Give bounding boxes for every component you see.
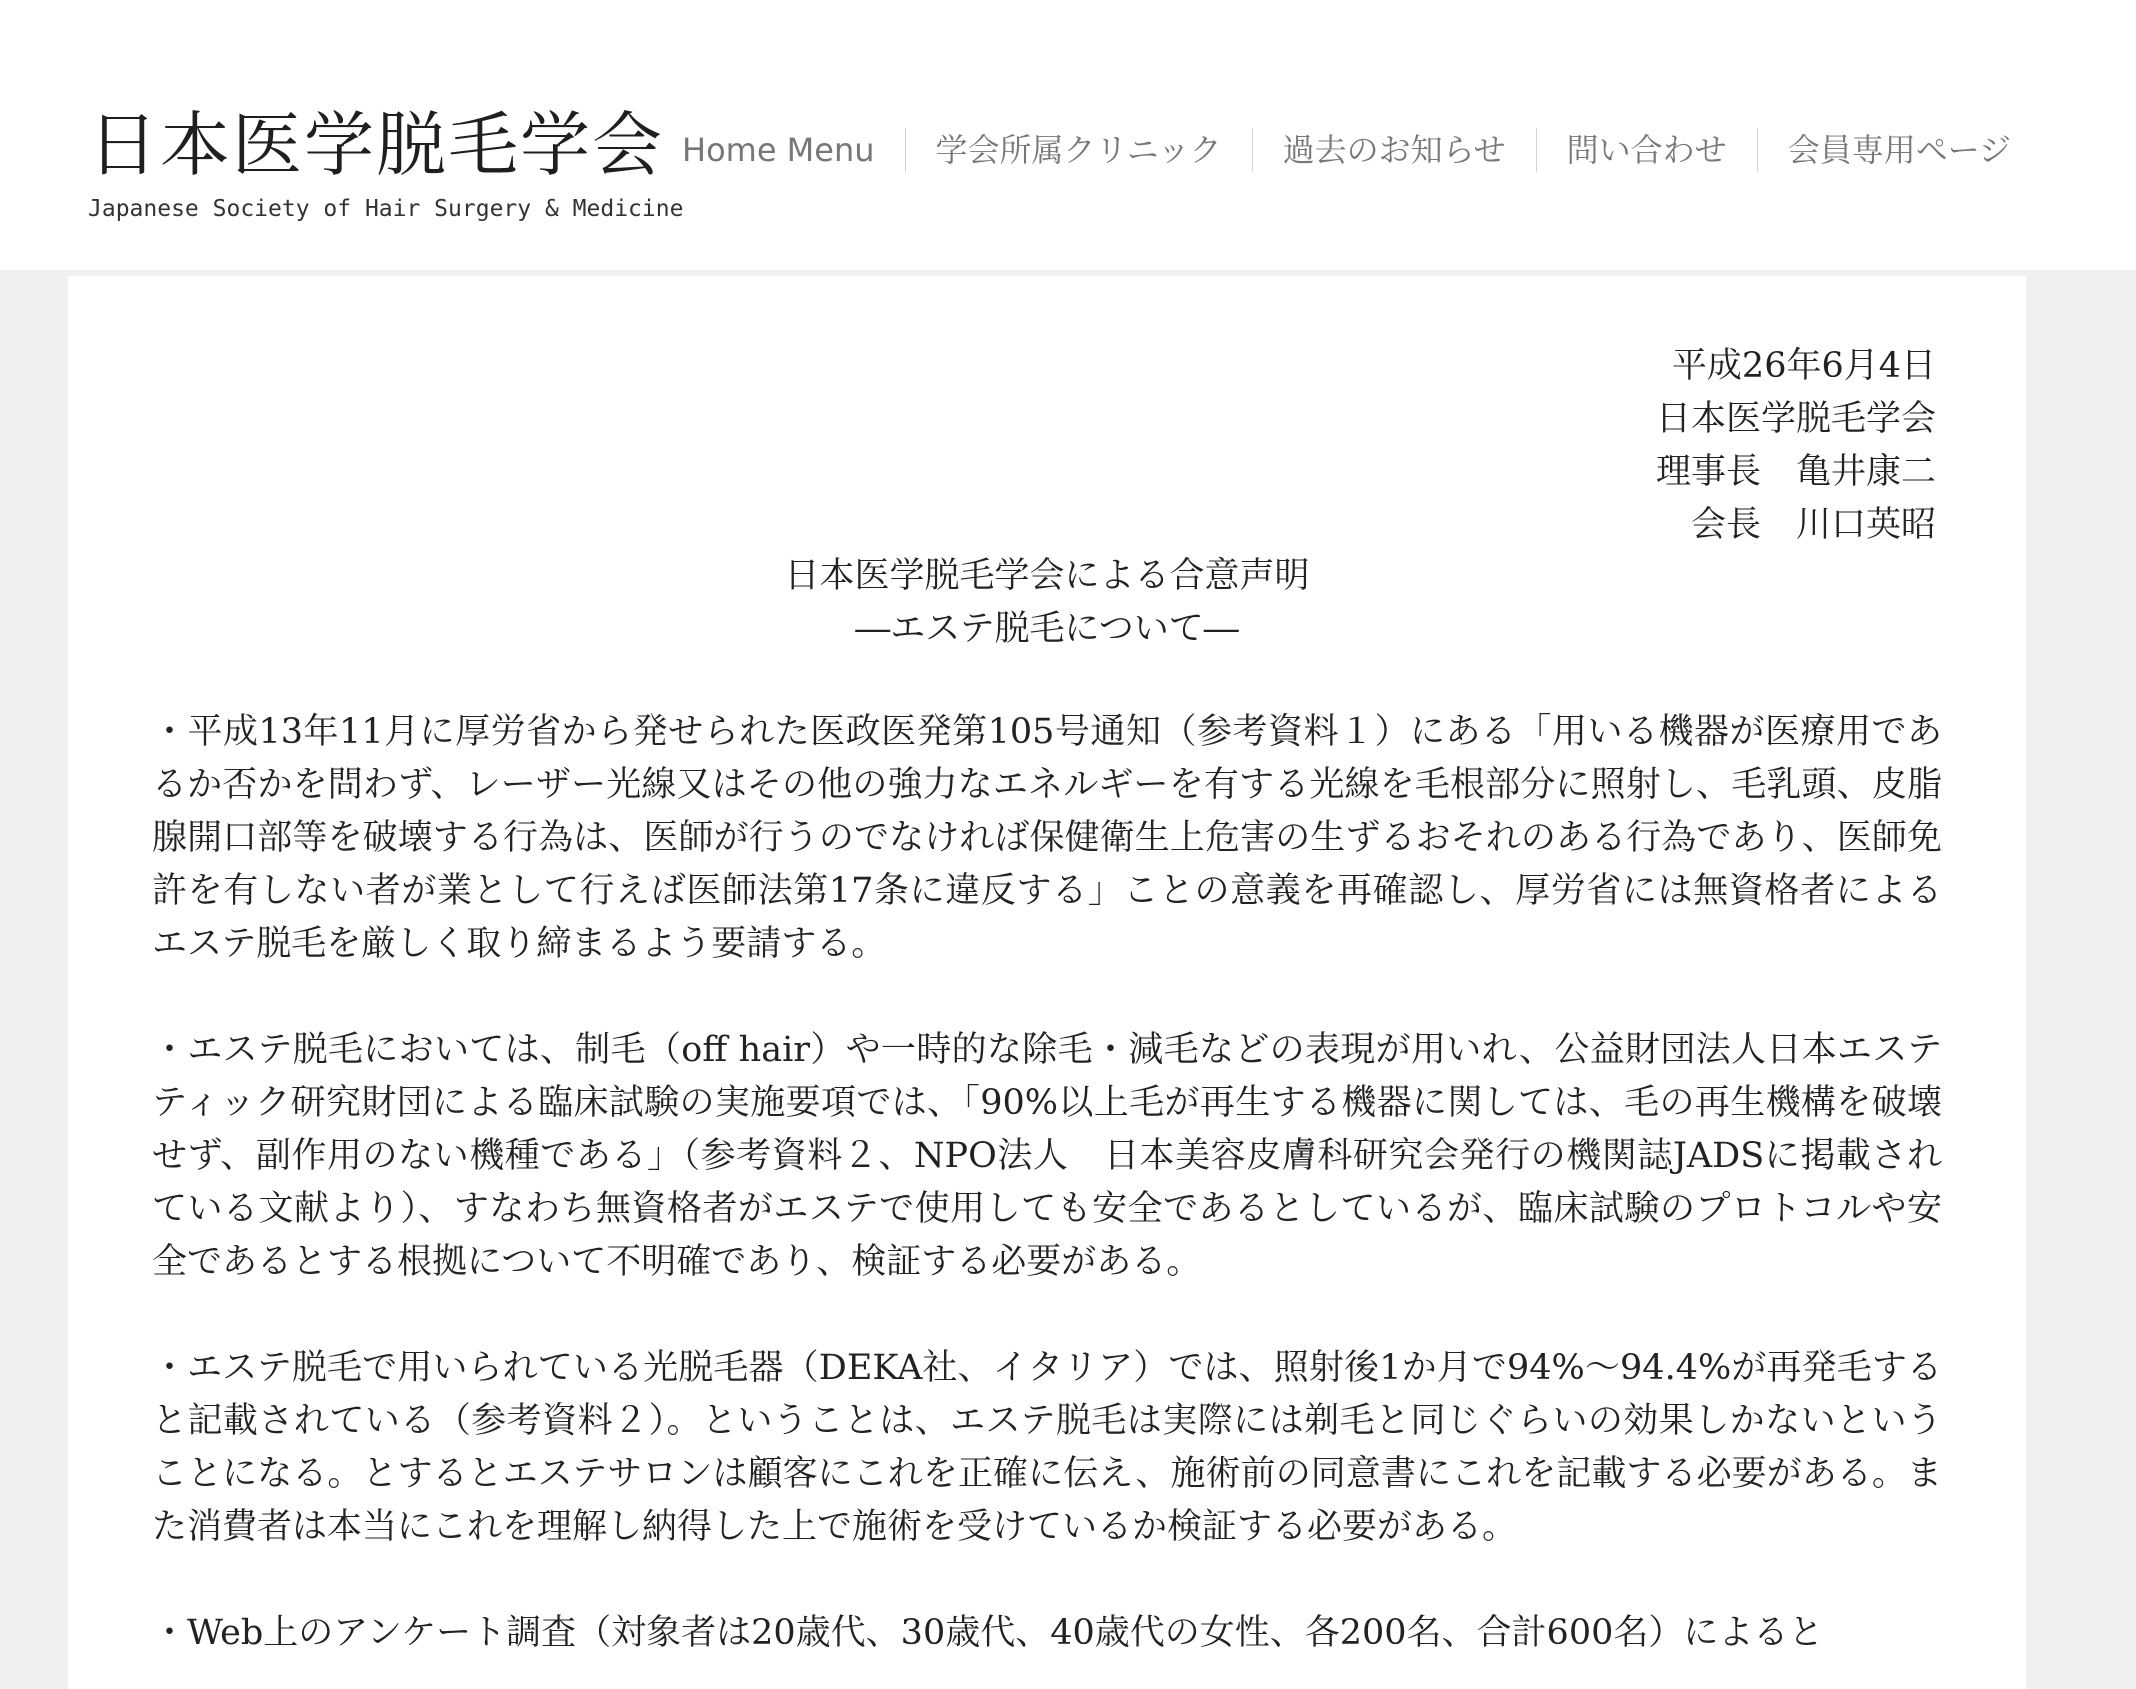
nav-home-menu[interactable]: Home Menu	[682, 131, 875, 169]
site-header	[0, 0, 2136, 270]
article-body	[152, 706, 1942, 1689]
signature-block	[1656, 340, 1936, 552]
article-paragraph: ・平成13年11月に厚労省から発せられた医政医発第105号通知（参考資料１）にある「用いる機器が医療用であるか否かを問わず、レーザー光線又はその他の強力なエネルギーを有する光線を毛根部分に照射し、毛乳頭、皮脂腺開口部等を破壊する行為は、医師が行うのでなければ保健衛生上危害の生ずるおそれのある行為であり、医師免許を有しない者が業として行えば医師法第17条に違反する」ことの意義を再確認し、厚労省には無資格者によるエステ脱毛を厳しく取り締まるよう要請する。	[152, 712, 1942, 964]
article-content	[68, 276, 2026, 1689]
main-nav	[672, 128, 2041, 172]
article-chair: 理事長 亀井康二	[1655, 452, 1936, 492]
site-subtitle: Japanese Society of Hair Surgery & Medicine	[88, 196, 684, 222]
site-title[interactable]: 日本医学脱毛学会	[88, 104, 664, 186]
nav-members-page[interactable]: 会員専用ページ	[1757, 128, 2041, 172]
nav-contact[interactable]: 問い合わせ	[1536, 128, 1757, 172]
article-heading	[68, 550, 2026, 656]
article-org: 日本医学脱毛学会	[1655, 399, 1936, 439]
nav-past-news[interactable]: 過去のお知らせ	[1252, 128, 1536, 172]
article-paragraph: ・Web上のアンケート調査（対象者は20歳代、30歳代、40歳代の女性、各200名、合計600名）によると	[152, 1613, 1824, 1653]
article-president: 会長 川口英昭	[1690, 505, 1936, 545]
article-paragraph: ・エステ脱毛で用いられている光脱毛器（DEKA社、イタリア）では、照射後1か月で94%～94.4%が再発毛すると記載されている（参考資料２）。ということは、エステ脱毛は実際には剃毛と同じぐらいの効果しかないということになる。とするとエステサロンは顧客にこれを正確に伝え、施術前の同意書にこれを記載する必要がある。また消費者は本当にこれを理解し納得した上で施術を受けているか検証する必要がある。	[152, 1348, 1942, 1547]
article-date: 平成26年6月4日	[1671, 346, 1936, 386]
article-subtitle: ―エステ脱毛について―	[855, 609, 1239, 649]
nav-member-clinics[interactable]: 学会所属クリニック	[905, 128, 1252, 172]
article-title: 日本医学脱毛学会による合意声明	[784, 556, 1310, 596]
article-paragraph: ・エステ脱毛においては、制毛（off hair）や一時的な除毛・減毛などの表現が用いれ、公益財団法人日本エステティック研究財団による臨床試験の実施要項では、「90%以上毛が再生する機器に関しては、毛の再生機構を破壊せず、副作用のない機種である」（参考資料２、NPO法人 日本美容皮膚科研究会発行の機関誌JADSに掲載されている文献より）、すなわち無資格者がエステで使用しても安全であるとしているが、臨床試験のプロトコルや安全であるとする根拠について不明確であり、検証する必要がある。	[152, 1030, 1942, 1282]
